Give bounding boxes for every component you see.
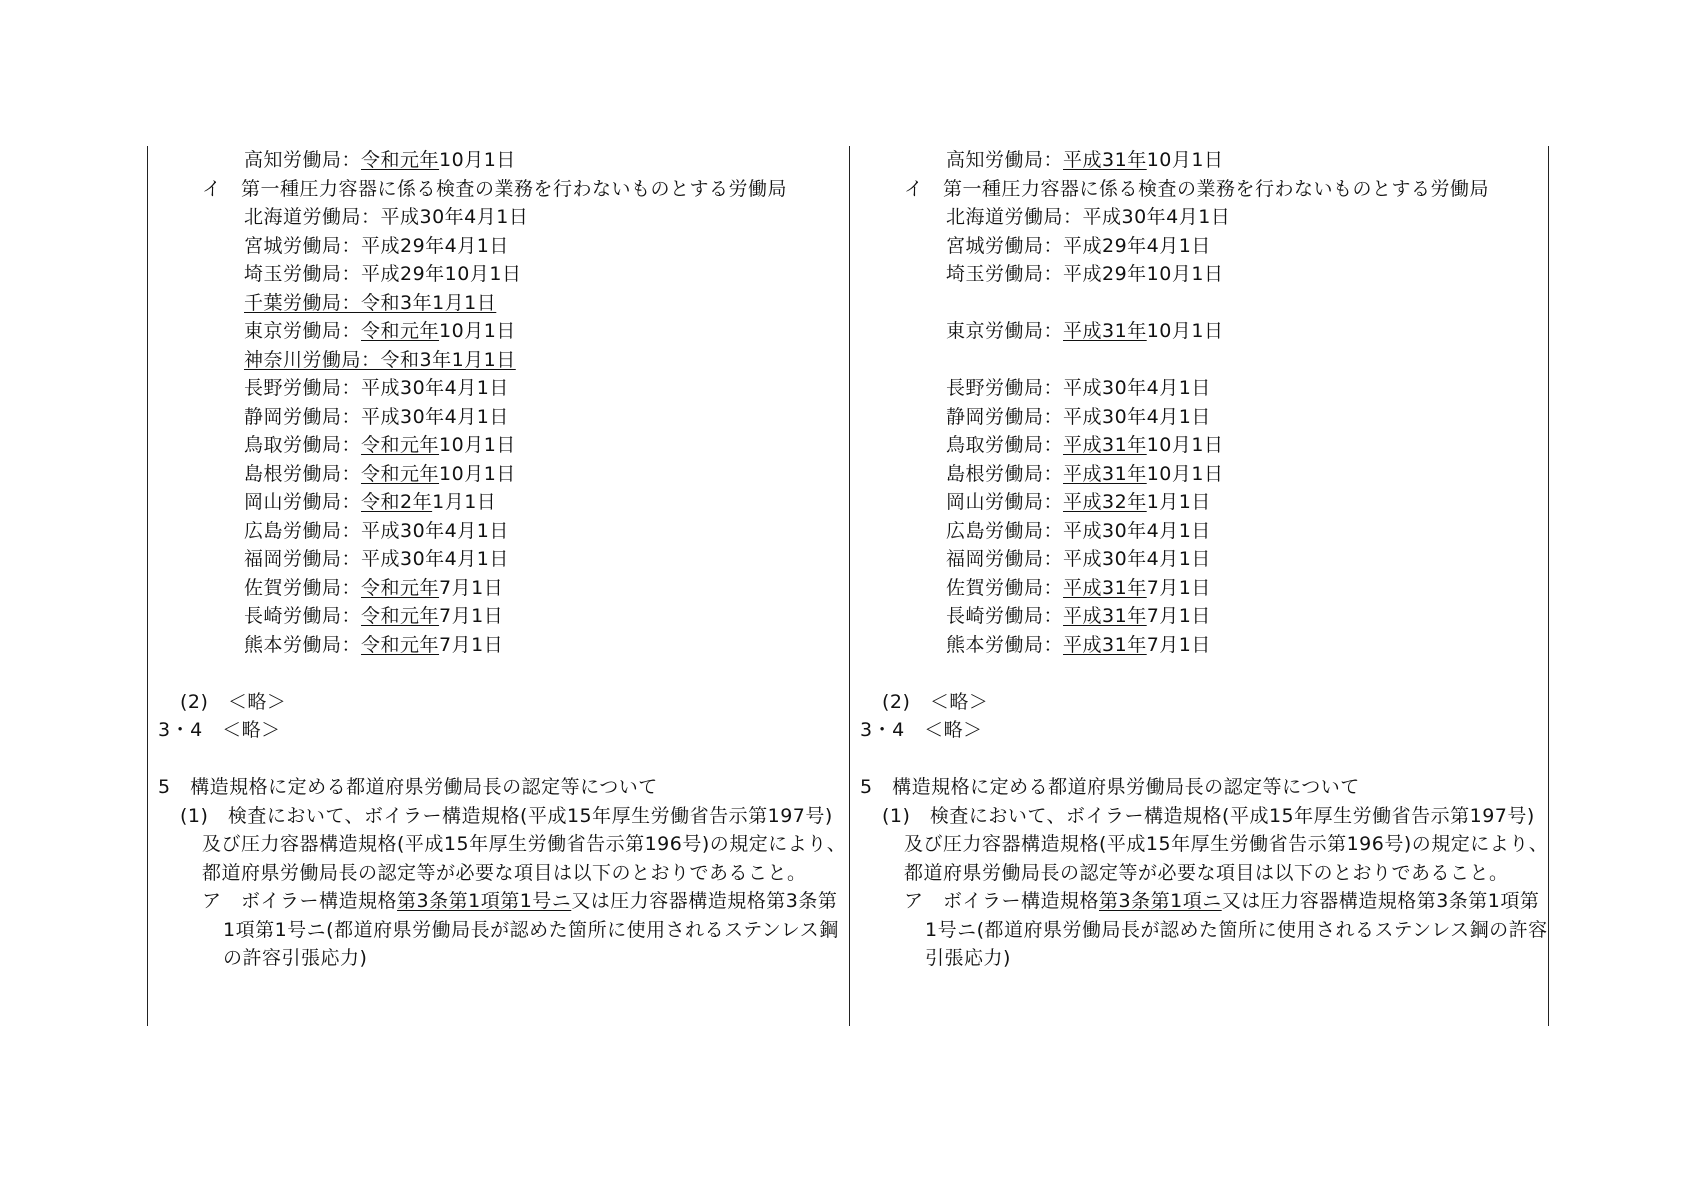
bureau-hiroshima: 広島労働局：平成30年4月1日	[244, 519, 509, 542]
spacer	[860, 289, 1550, 318]
bureau-fukuoka: 福岡労働局：平成30年4月1日	[946, 548, 1211, 570]
bureau-nagasaki: 長崎労働局：令和元年7月1日	[244, 605, 504, 627]
bureau-saga: 佐賀労働局：令和元年7月1日	[244, 576, 504, 599]
bureau-kumamoto: 熊本労働局：平成31年7月1日	[946, 633, 1211, 656]
bureau-hokkaido: 北海道労働局：平成30年4月1日	[244, 206, 529, 228]
bureau-okayama: 岡山労働局：平成32年1月1日	[946, 491, 1211, 513]
section-5-heading: 5 構造規格に定める都道府県労働局長の認定等について	[860, 776, 1360, 798]
section-5-a: ア ボイラー構造規格第3条第1項第1号ニ又は圧力容器構造規格第3条第1項第1号ニ(都道府県労働局長が認めた箇所に使用されるステンレス鋼の許容引張応力)	[202, 890, 839, 969]
bureau-fukuoka: 福岡労働局：平成30年4月1日	[244, 548, 509, 570]
bureau-nagano: 長野労働局：平成30年4月1日	[946, 377, 1211, 399]
spacer	[158, 745, 848, 774]
item-i-heading: イ 第一種圧力容器に係る検査の業務を行わないものとする労働局	[202, 177, 788, 200]
spacer	[860, 745, 1550, 774]
item-3-4: 3・4 ＜略＞	[860, 719, 983, 741]
bureau-shizuoka: 静岡労働局：平成30年4月1日	[244, 405, 509, 428]
bureau-saga: 佐賀労働局：平成31年7月1日	[946, 576, 1211, 599]
bureau-tottori: 鳥取労働局：平成31年10月1日	[946, 434, 1224, 456]
section-5-a: ア ボイラー構造規格第3条第1項ニ又は圧力容器構造規格第3条第1項第1号ニ(都道府県労働局長が認めた箇所に使用されるステンレス鋼の許容引張応力)	[904, 890, 1548, 969]
bureau-tottori: 鳥取労働局：令和元年10月1日	[244, 434, 516, 456]
comparison-table	[147, 146, 1549, 1026]
revised-column	[158, 146, 848, 973]
bureau-miyagi: 宮城労働局：平成29年4月1日	[244, 234, 509, 257]
column-divider	[849, 146, 850, 1026]
bureau-kochi: 高知労働局：平成31年10月1日	[946, 149, 1224, 171]
bureau-saitama: 埼玉労働局：平成29年10月1日	[244, 263, 522, 285]
spacer	[158, 659, 848, 688]
bureau-shimane: 島根労働局：平成31年10月1日	[946, 462, 1224, 485]
bureau-tokyo: 東京労働局：令和元年10月1日	[244, 320, 516, 342]
bureau-nagano: 長野労働局：平成30年4月1日	[244, 377, 509, 399]
bureau-okayama: 岡山労働局：令和2年1月1日	[244, 491, 497, 513]
section-5-1: (1) 検査において、ボイラー構造規格(平成15年厚生労働省告示第197号)及び圧力容器構造規格(平成15年厚生労働省告示第196号)の規定により、都道府県労働局長の認定等が必要な項目は以下のとおりであること。	[180, 804, 847, 884]
current-column	[860, 146, 1550, 973]
bureau-shizuoka: 静岡労働局：平成30年4月1日	[946, 405, 1211, 428]
bureau-shimane: 島根労働局：令和元年10月1日	[244, 462, 516, 485]
bureau-chiba: 千葉労働局：令和3年1月1日	[244, 291, 497, 314]
item-2: (2) ＜略＞	[882, 690, 989, 713]
spacer	[860, 659, 1550, 688]
section-5-1: (1) 検査において、ボイラー構造規格(平成15年厚生労働省告示第197号)及び圧力容器構造規格(平成15年厚生労働省告示第196号)の規定により、都道府県労働局長の認定等が必要な項目は以下のとおりであること。	[882, 804, 1549, 884]
item-2: (2) ＜略＞	[180, 690, 287, 713]
bureau-saitama: 埼玉労働局：平成29年10月1日	[946, 263, 1224, 285]
bureau-tokyo: 東京労働局：平成31年10月1日	[946, 320, 1224, 342]
bureau-hiroshima: 広島労働局：平成30年4月1日	[946, 519, 1211, 542]
spacer	[860, 346, 1550, 375]
bureau-nagasaki: 長崎労働局：平成31年7月1日	[946, 605, 1211, 627]
section-5-heading: 5 構造規格に定める都道府県労働局長の認定等について	[158, 776, 658, 798]
bureau-kanagawa: 神奈川労働局：令和3年1月1日	[244, 348, 516, 371]
bureau-hokkaido: 北海道労働局：平成30年4月1日	[946, 206, 1231, 228]
bureau-kochi: 高知労働局：令和元年10月1日	[244, 149, 516, 171]
bureau-miyagi: 宮城労働局：平成29年4月1日	[946, 234, 1211, 257]
bureau-kumamoto: 熊本労働局：令和元年7月1日	[244, 633, 504, 656]
item-3-4: 3・4 ＜略＞	[158, 719, 281, 741]
item-i-heading: イ 第一種圧力容器に係る検査の業務を行わないものとする労働局	[904, 177, 1490, 200]
